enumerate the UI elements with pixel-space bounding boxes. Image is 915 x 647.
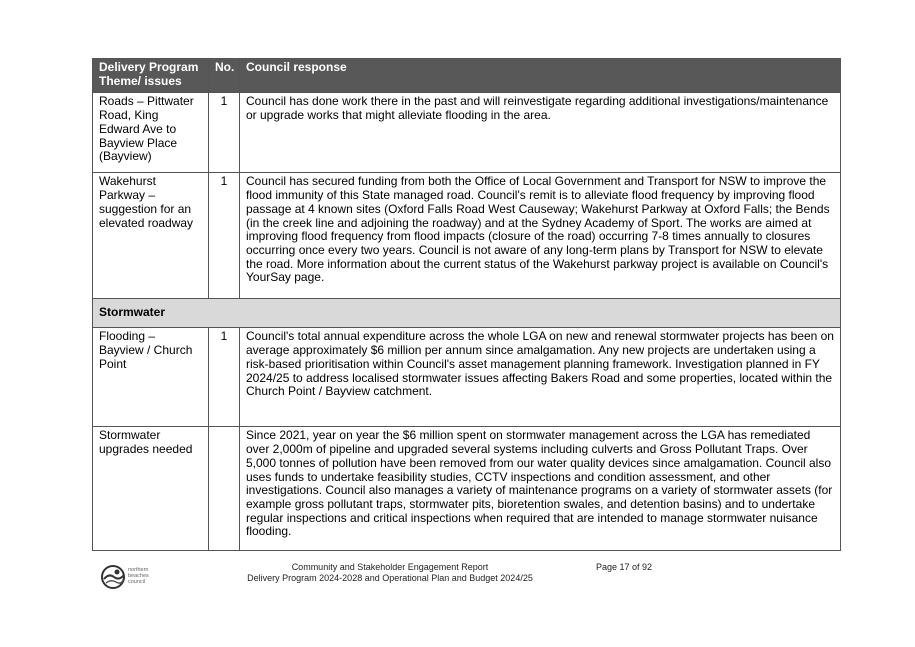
row-theme: Roads – Pittwater Road, King Edward Ave to Bayview Place (Bayview) xyxy=(93,93,209,173)
footer-title xyxy=(240,562,540,584)
council-response-table xyxy=(92,58,841,551)
row-response: Since 2021, year on year the $6 million spent on stormwater management across the LGA has remediated over 2,000m of pipeline and upgraded several systems including culverts and Gross Pollutant Traps. Over 5,000 tonnes of pollution have been removed from our water quality devices since amalgamation. Council also uses funds to undertake feasibility studies, CCTV inspections and condition assessment, and other investigations. Council also manages a variety of maintenance programs on a variety of stormwater assets (for example gross pollutant traps, stormwater pits, bioretention swales, and detention basins) and to undertake regular inspections and critical inspections when required that are intended to manage stormwater nuisance flooding. xyxy=(240,427,841,551)
row-response: Council has secured funding from both the Office of Local Government and Transport for NSW to improve the flood immunity of this State managed road. Council's remit is to alleviate flood frequency by improving flood passage at 4 known sites (Oxford Falls Road West Causeway; Wakehurst Parkway at Oxford Falls; the Bends (in the creek line and adjoining the roadway) and at the Sydney Academy of Sport. The works are aimed at improving flood frequency from flood impacts (closure of the road) occurring 7-8 times annually to closures occurring once every two years. Council is not aware of any long-term plans by Transport for NSW to elevate the road. More information about the current status of the Wakehurst parkway project is available on Council's YourSay page. xyxy=(240,173,841,299)
row-number: 1 xyxy=(209,93,240,173)
table-row xyxy=(93,173,841,299)
section-row-stormwater xyxy=(93,299,841,328)
footer-line-1: Community and Stakeholder Engagement Report xyxy=(291,562,489,572)
row-number: 1 xyxy=(209,328,240,427)
section-title: Stormwater xyxy=(93,299,841,328)
council-logo xyxy=(100,564,160,590)
header-theme: Delivery Program Theme/ issues xyxy=(93,59,209,93)
row-theme: Wakehurst Parkway – suggestion for an elevated roadway xyxy=(93,173,209,299)
footer-line-2: Delivery Program 2024-2028 and Operational Plan and Budget 2024/25 xyxy=(247,573,533,583)
row-theme: Stormwater upgrades needed xyxy=(93,427,209,551)
page-number: Page 17 of 92 xyxy=(596,562,653,572)
row-response: Council has done work there in the past and will reinvestigate regarding additional investigations/maintenance or upgrade works that might alleviate flooding in the area. xyxy=(240,93,841,173)
logo-wordmark: northern beaches council xyxy=(128,567,149,585)
council-logo-icon xyxy=(100,564,128,590)
header-response: Council response xyxy=(240,59,841,93)
row-number: 1 xyxy=(209,173,240,299)
table-row xyxy=(93,328,841,427)
table-header-row xyxy=(93,59,841,93)
row-response: Council's total annual expenditure across the whole LGA on new and renewal stormwater projects has been on average approximately $6 million per annum since amalgamation. Any new projects are undertaken using a risk-based prioritisation within Council's asset management planning framework. Investigation planned in FY 2024/25 to address localised stormwater issues affecting Bakers Road and some properties, located within the Church Point / Bayview catchment. xyxy=(240,328,841,427)
row-theme: Flooding – Bayview / Church Point xyxy=(93,328,209,427)
table-row xyxy=(93,427,841,551)
row-number xyxy=(209,427,240,551)
header-no: No. xyxy=(209,59,240,93)
table-row xyxy=(93,93,841,173)
